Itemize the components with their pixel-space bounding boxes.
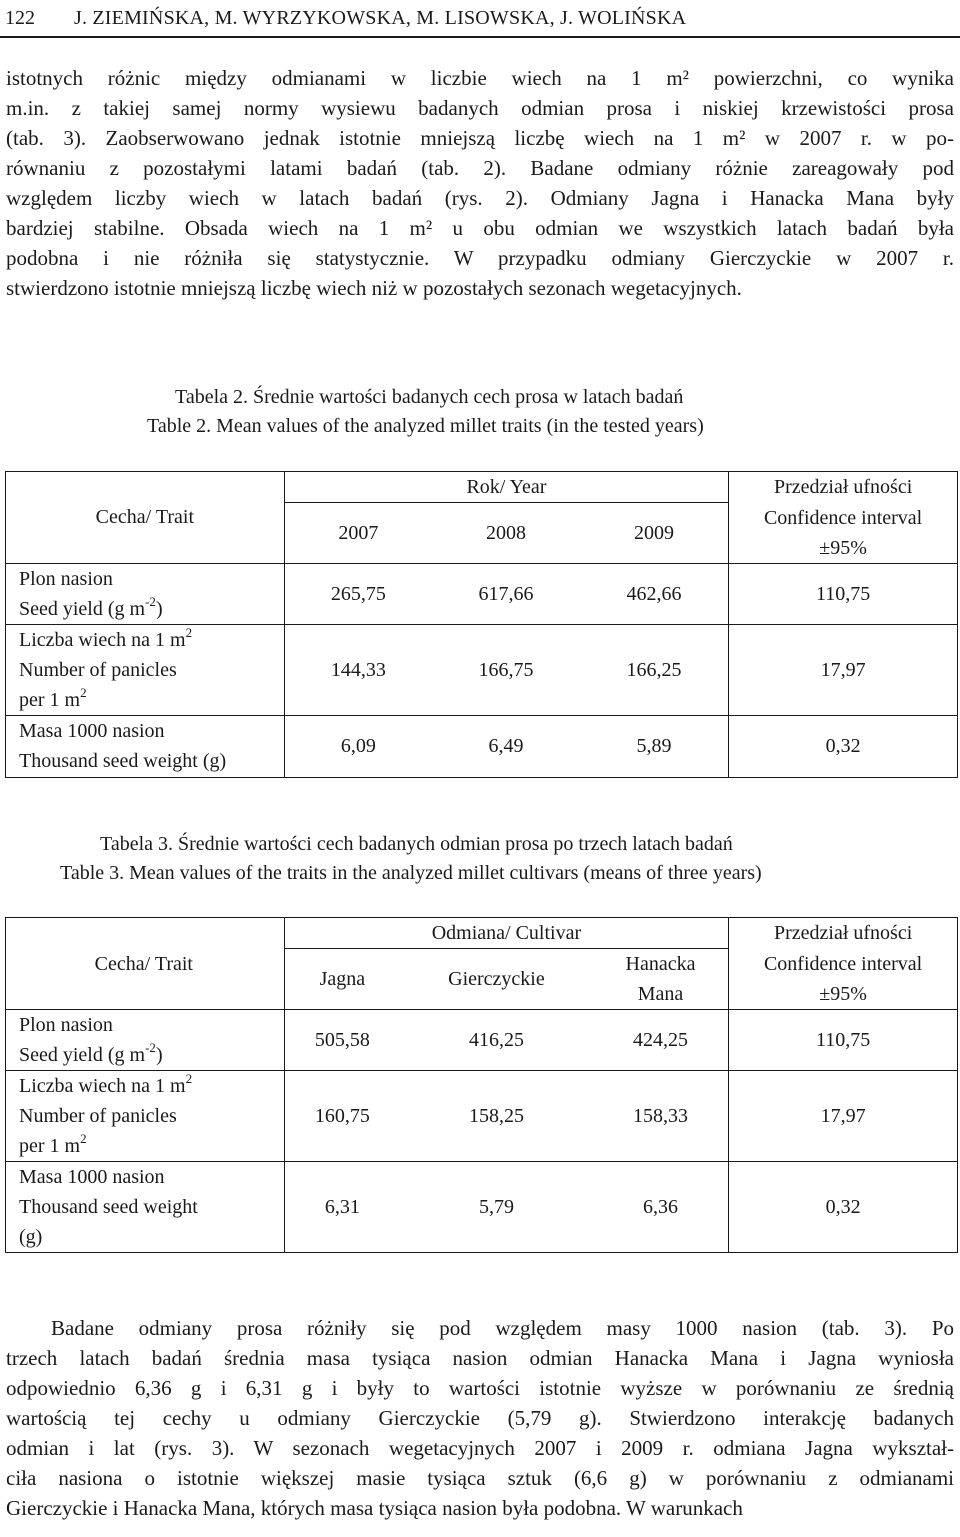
value-cell: 166,75 [432,624,580,715]
row-label [6,1071,285,1162]
value-cell: 265,75 [284,563,432,624]
paragraph-line: (tab. 3). Zaobserwowano jednak istotnie mniejszą liczbę wiech na 1 m² w 2007 r. w po- [6,126,954,150]
row-label-pl: Plon nasion [19,567,113,590]
column-header: 2008 [485,521,526,544]
table-row [6,715,958,777]
row-label-en: Seed yield (g $m^{-2}$) [19,1040,163,1066]
column-header: Jagna [284,949,400,1010]
row-label [6,715,285,777]
row-label-pl: Masa 1000 nasion [19,720,165,742]
table3-caption-en: Table 3. Mean values of the traits in the analyzed millet cultivars (means of three years) [60,862,762,884]
value-cell: 158,25 [400,1071,593,1162]
value-cell: 6,09 [284,715,432,777]
paragraph-line: ciła nasiona o istotnie większej masie tysiąca sztuk (6,6 g) w porównaniu z odmianami [6,1466,954,1490]
row-label-en-2: per 1 $m^2$ [19,684,87,711]
trait-header: Cecha/ Trait [94,952,193,975]
row-label-pl: Plon nasion [19,1014,113,1036]
row-label-en: Thousand seed weight (g) [19,750,227,772]
paragraph-line: m.in. z takiej samej normy wysiewu badanych odmian prosa i niskiej krzewistości prosa [6,96,954,120]
table-3 [5,917,958,1253]
paragraph-line: istotnych różnic między odmianami w liczbie wiech na 1 m² powierzchni, co wynika [6,66,954,90]
table-2 [5,471,958,778]
row-label-en: Seed yield (g $m^{-2}$) [19,593,163,620]
table3-caption-pl: Tabela 3. Średnie wartości cech badanych odmian prosa po trzech latach badań [100,833,733,855]
row-label-pl: Liczba wiech na 1 $m^2$ [19,1071,193,1097]
ci-header-line-2: Confidence interval [729,503,958,533]
paragraph-line: bardziej stabilne. Obsada wiech na 1 m² u obu odmian we wszystkich latach badań była [6,216,954,240]
value-cell: 6,31 [284,1162,400,1253]
value-cell: 505,58 [284,1010,400,1071]
table-row [6,624,958,715]
paragraph-line: odpowiednio 6,36 g i 6,31 g i były to wartości istotnie wyższe w porównaniu ze średnią [6,1376,954,1400]
header-rule [0,36,960,38]
value-cell: 5,79 [400,1162,593,1253]
column-header: Hanacka [625,953,696,975]
row-label-en: Number of panicles [19,658,177,681]
column-header: 2009 [634,521,675,544]
table-row [6,563,958,624]
value-cell: 166,25 [580,624,729,715]
body-paragraph-1 [6,63,954,303]
value-cell: 144,33 [284,624,432,715]
ci-cell: 110,75 [729,563,958,624]
paragraph-line: względem liczby wiech w latach badań (rys. 2). Odmiany Jagna i Hanacka Mana były [6,186,954,210]
value-cell: 5,89 [580,715,729,777]
value-cell: 416,25 [400,1010,593,1071]
running-header [5,4,955,34]
ci-header-line-1: Przedział ufności [729,918,958,949]
row-label-en: Thousand seed weight [19,1196,198,1218]
running-header-authors: J. ZIEMIŃSKA, M. WYRZYKOWSKA, M. LISOWSKA, J. WOLIŃSKA [74,7,687,29]
trait-header-cell [6,472,285,564]
value-cell: 462,66 [580,563,729,624]
column-header-line-2: Mana [637,983,684,1005]
row-label [6,1010,285,1071]
ci-header-line-3: ±95% [729,979,958,1010]
ci-header-line-2: Confidence interval [729,949,958,979]
page-number: 122 [5,7,35,29]
body-paragraph-2 [6,1313,954,1523]
value-cell: 617,66 [432,563,580,624]
table-row [6,1010,958,1071]
row-label-pl: Liczba wiech na 1 $m^2$ [19,624,193,651]
column-header: Gierczyckie [448,968,545,990]
paragraph-line: Badane odmiany prosa różniły się pod względem masy 1000 nasion (tab. 3). Po [51,1316,954,1340]
paragraph-line: Gierczyckie i Hanacka Mana, których masa tysiąca nasion była podobna. W warunkach [6,1496,743,1520]
value-cell: 424,25 [593,1010,729,1071]
paragraph-line: odmian i lat (rys. 3). W sezonach wegetacyjnych 2007 i 2009 r. odmiana Jagna wykształ- [6,1436,954,1460]
trait-header-cell [6,918,285,1010]
row-label [6,624,285,715]
row-label-en-2: per 1 $m^2$ [19,1131,87,1157]
ci-header-line-1: Przedział ufności [729,472,958,503]
table-row [6,1071,958,1162]
trait-header: Cecha/ Trait [95,506,195,529]
paragraph-line: równaniu z pozostałymi latami badań (tab. 2). Badane odmiany różnie zareagowały pod [6,156,954,180]
ci-cell: 0,32 [729,715,958,777]
value-cell: 6,49 [432,715,580,777]
ci-header-line-3: ±95% [729,533,958,564]
row-label-en-2: (g) [19,1226,43,1248]
row-label [6,1162,285,1253]
paragraph-line: stwierdzono istotnie mniejszą liczbę wiech niż w pozostałych sezonach wegetacyjnych. [6,276,742,300]
column-header: 2007 [284,503,432,564]
table2-caption-pl: Tabela 2. Średnie wartości badanych cech prosa w latach badań [175,386,684,408]
group-header: Odmiana/ Cultivar [284,918,729,949]
row-label-pl: Masa 1000 nasion [19,1166,165,1188]
paragraph-line: podobna i nie różniła się statystycznie. W przypadku odmiany Gierczyckie w 2007 r. [6,246,954,270]
group-header: Rok/ Year [284,472,729,503]
column-header-stack [593,949,729,1010]
ci-cell: 0,32 [729,1162,958,1253]
ci-cell: 17,97 [729,624,958,715]
row-label [6,563,285,624]
table2-caption-en: Table 2. Mean values of the analyzed millet traits (in the tested years) [147,415,704,437]
paragraph-line: wartością tej cechy u odmiany Gierczyckie (5,79 g). Stwierdzono interakcję badanych [6,1406,954,1430]
value-cell: 160,75 [284,1071,400,1162]
value-cell: 158,33 [593,1071,729,1162]
ci-cell: 110,75 [729,1010,958,1071]
value-cell: 6,36 [593,1162,729,1253]
table-row [6,1162,958,1253]
ci-cell: 17,97 [729,1071,958,1162]
row-label-en: Number of panicles [19,1105,177,1127]
paragraph-line: trzech latach badań średnia masa tysiąca nasion odmian Hanacka Mana i Jagna wyniosła [6,1346,954,1370]
